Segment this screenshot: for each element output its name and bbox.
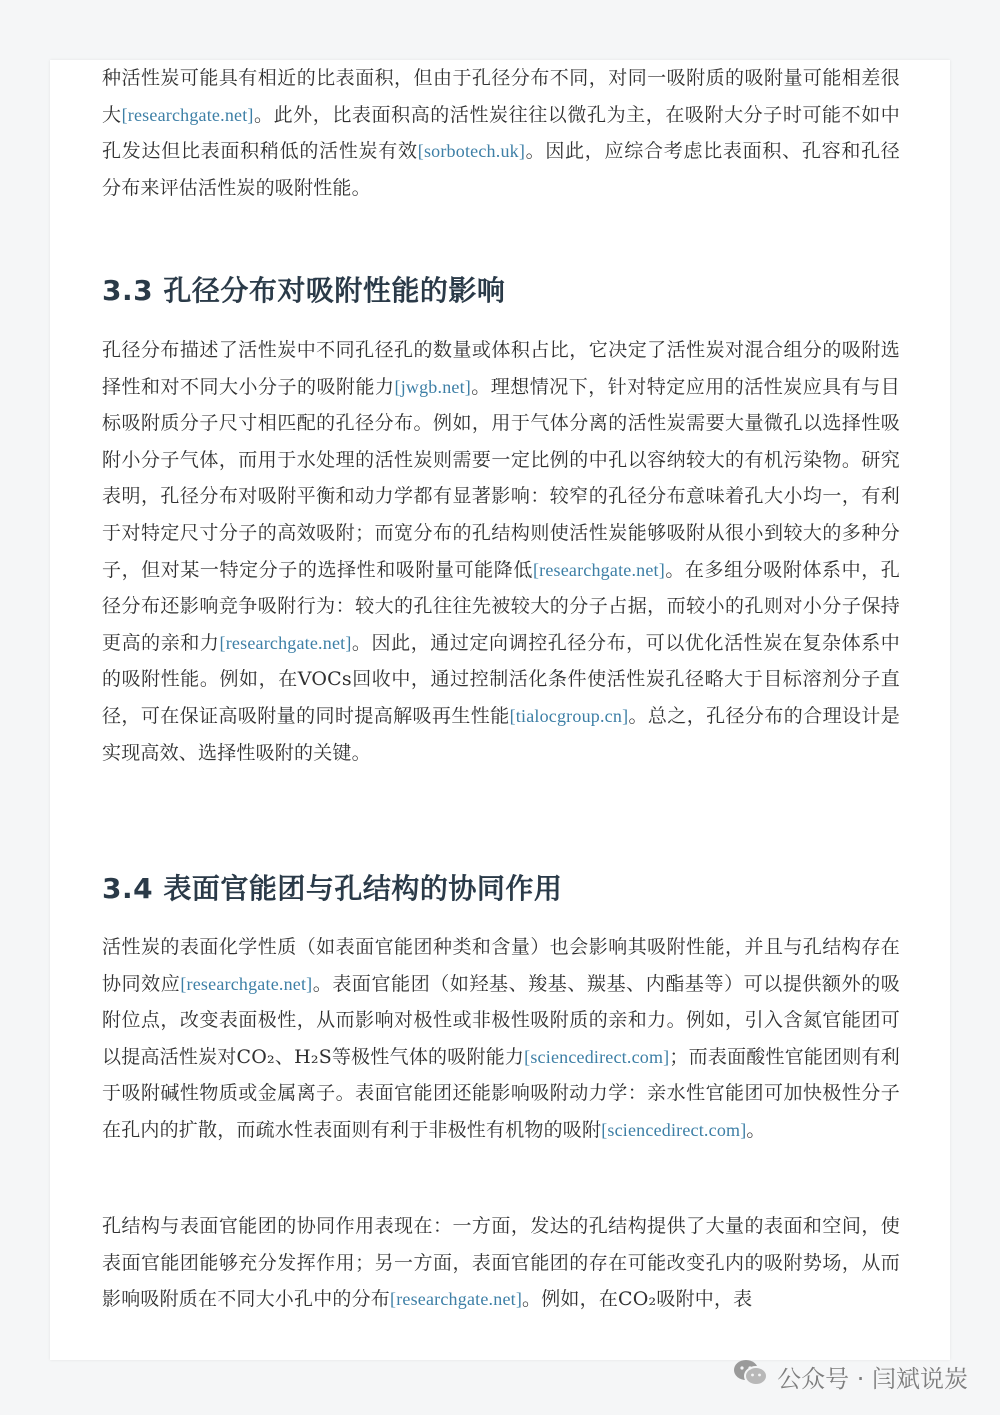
paragraph-text: 。在多组分吸附体系中，孔径分布还影响竞争吸附行为：较大的孔往往先被较大的分子占据，而较小的孔则对小分子保持更高的亲和力 (102, 558, 901, 654)
citation-link[interactable]: [sciencedirect.com] (601, 1119, 747, 1140)
paragraph (102, 60, 900, 206)
paragraph (102, 332, 900, 771)
citation-link[interactable]: [tialocgroup.cn] (509, 705, 629, 726)
citation-link[interactable]: [researchgate.net] (180, 973, 313, 994)
paragraph-text: 。总之，孔径分布的合理设计是实现高效、选择性吸附的关键。 (102, 704, 900, 764)
paragraph-text: 。表面官能团（如羟基、羧基、羰基、内酯基等）可以提供额外的吸附位点，改变表面极性，从而影响对极性或非极性吸附质的亲和力。例如，引入含氮官能团可以提高活性炭对CO₂、H₂S等极性气体的吸附能力 (102, 972, 900, 1068)
citation-link[interactable]: [sciencedirect.com] (524, 1046, 670, 1067)
paragraph-text: 。例如，在CO₂吸附中，表 (522, 1288, 753, 1311)
watermark (733, 1357, 968, 1395)
paragraph-text: 。因此，通过定向调控孔径分布，可以优化活性炭在复杂体系中的吸附性能。例如，在VOCs回收中，通过控制活化条件使活性炭孔径略大于目标溶剂分子直径，可在保证高吸附量的同时提高解吸再生性能 (102, 631, 900, 727)
paragraph-text: 种活性炭可能具有相近的比表面积，但由于孔径分布不同，对同一吸附质的吸附量可能相差很大 (102, 67, 900, 126)
citation-link[interactable]: [researchgate.net] (219, 632, 352, 653)
paragraph (102, 1208, 900, 1318)
paragraph-text: 孔结构与表面官能团的协同作用表现在：一方面，发达的孔结构提供了大量的表面和空间，使表面官能团能够充分发挥作用；另一方面，表面官能团的存在可能改变孔内的吸附势场，从而影响吸附质在不同大小孔中的分布 (102, 1215, 900, 1311)
citation-link[interactable]: [jwgb.net] (394, 376, 471, 397)
paragraph (102, 929, 900, 1149)
citation-link[interactable]: [researchgate.net] (532, 559, 665, 580)
paragraph-text: 。因此，应综合考虑比表面积、孔容和孔径分布来评估活性炭的吸附性能。 (102, 140, 901, 199)
paragraph-text: ；而表面酸性官能团则有利于吸附碱性物质或金属离子。表面官能团还能影响吸附动力学：亲水性官能团可加快极性分子在孔内的扩散，而疏水性表面则有利于非极性有机物的吸附 (102, 1045, 901, 1141)
citation-link[interactable]: [sorbotech.uk] (417, 141, 526, 162)
paragraph-text: 。理想情况下，针对特定应用的活性炭应具有与目标吸附质分子尺寸相匹配的孔径分布。例如，用于气体分离的活性炭需要大量微孔以选择性吸附小分子气体，而用于水处理的活性炭则需要一定比例的中孔以容纳较大的有机污染物。研究表明，孔径分布对吸附平衡和动力学都有显著影响：较窄的孔径分布意味着孔大小均一，有利于对特定尺寸分子的高效吸附；而宽分布的孔结构则使活性炭能够吸附从很小到较大的多种分子，但对某一特定分子的选择性和吸附量可能降低 (102, 375, 900, 581)
document-page (50, 60, 950, 1360)
citation-link[interactable]: [researchgate.net] (121, 104, 254, 125)
paragraph-text: 孔径分布描述了活性炭中不同孔径孔的数量或体积占比，它决定了活性炭对混合组分的吸附选择性和对不同大小分子的吸附能力 (102, 339, 900, 398)
section-heading-3-3: 3.3 孔径分布对吸附性能的影响 (102, 274, 506, 307)
citation-link[interactable]: [researchgate.net] (390, 1289, 523, 1310)
paragraph-text: 。 (746, 1118, 766, 1141)
wechat-icon (733, 1358, 769, 1394)
section-heading-3-4: 3.4 表面官能团与孔结构的协同作用 (102, 872, 563, 905)
watermark-text: 公众号 · 闫斌说炭 (777, 1364, 968, 1393)
paragraph-text: 活性炭的表面化学性质（如表面官能团种类和含量）也会影响其吸附性能，并且与孔结构存在协同效应 (102, 936, 900, 995)
paragraph-text: 。此外，比表面积高的活性炭往往以微孔为主，在吸附大分子时可能不如中孔发达但比表面积稍低的活性炭有效 (102, 103, 900, 163)
